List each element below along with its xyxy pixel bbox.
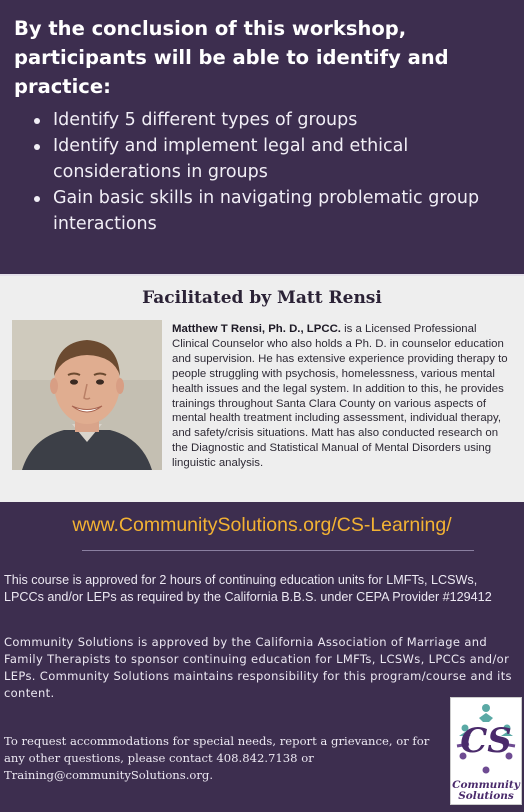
- objectives-section: [0, 0, 524, 272]
- contact-text: To request accommodations for special needs, report a grievance, or for any other questions, please contact 408.842.7138 or Training@communitySolutions.org.: [4, 734, 430, 782]
- community-solutions-logo: [450, 697, 522, 805]
- logo-line-1: Community: [452, 779, 520, 791]
- facilitator-title: Facilitated by Matt Rensi: [142, 288, 382, 308]
- portrait-image: [12, 320, 162, 470]
- logo-monogram: CS: [460, 721, 512, 761]
- objective-item: Identify 5 different types of groups: [34, 107, 510, 133]
- divider: [82, 550, 474, 551]
- facilitator-bio-text: is a Licensed Professional Clinical Counselor who also holds a Ph. D. in counselor education and supervision. He has extensive experience providing therapy to people struggling with psychosis, homelessness, various mental health issues and the legal system. In addition to this, he provides trainings throughout Santa Clara County on various aspects of mental health treatment including assessment, individual therapy, and safety/crisis situations. Matt has also conducted research on the Diagnostic and Statistical Manual of Mental Disorders using linguistic analysis.: [172, 323, 508, 470]
- facilitator-bio: [172, 322, 512, 471]
- objectives-list: [14, 107, 510, 237]
- headline: By the conclusion of this workshop, participants will be able to identify and practice:: [14, 17, 449, 98]
- facilitator-photo: [12, 320, 162, 470]
- objective-item: Identify and implement legal and ethical considerations in groups: [34, 133, 510, 185]
- ce-approval-text: This course is approved for 2 hours of continuing education units for LMFTs, LCSWs, LPCCs and/or LEPs as required by the California B.B.S. under CEPA Provider #129412: [4, 573, 492, 604]
- facilitator-name: Matthew T Rensi, Ph. D., LPCC.: [172, 323, 341, 335]
- logo-mark-icon: [451, 698, 521, 778]
- logo-line-2: Solutions: [458, 790, 514, 802]
- objective-item: Gain basic skills in navigating problematic group interactions: [34, 185, 510, 237]
- camft-approval-text: Community Solutions is approved by the California Association of Marriage and Family Therapists to sponsor continuing education for LMFTs, LCSWs, LPCCs and/or LEPs. Community Solutions maintains responsibility for this program/course and its content.: [4, 635, 512, 700]
- facilitator-section: [0, 274, 524, 502]
- course-link[interactable]: www.CommunitySolutions.org/CS-Learning/: [72, 514, 452, 536]
